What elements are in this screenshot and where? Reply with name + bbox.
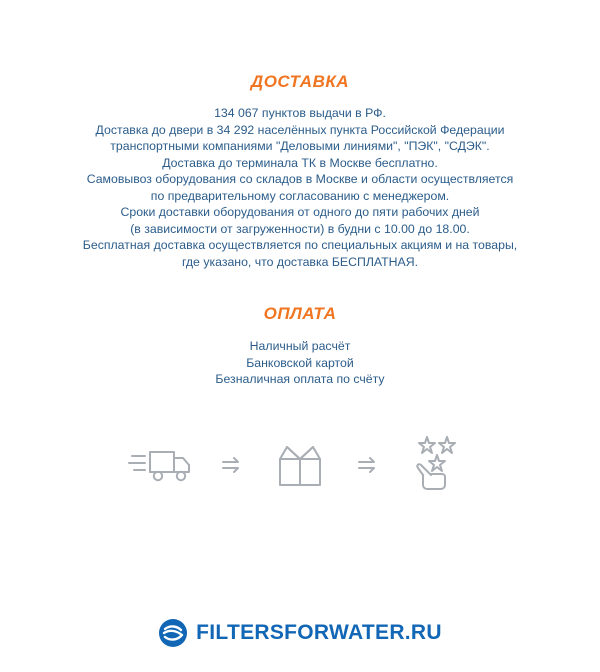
delivery-section-title: ДОСТАВКА bbox=[250, 72, 350, 91]
payment-line: Банковской картой bbox=[246, 355, 354, 370]
delivery-line: по предварительному согласованию с менеджером. bbox=[150, 188, 450, 203]
open-box-icon bbox=[264, 432, 336, 498]
logo-swirl-icon bbox=[158, 618, 188, 648]
delivery-line: 134 067 пунктов выдачи в РФ. bbox=[214, 106, 386, 120]
process-icon-strip bbox=[0, 432, 600, 498]
arrow-right-icon-1 bbox=[218, 432, 246, 498]
delivery-line: транспортными компаниями "Деловыми линиями", "ПЭК", "СДЭК". bbox=[110, 139, 490, 153]
delivery-line: Доставка до двери в 34 292 населённых пункта Российской Федерации bbox=[95, 122, 505, 137]
delivery-line: Доставка до терминала ТК в Москве бесплатно. bbox=[162, 155, 438, 170]
delivery-section-text bbox=[0, 105, 600, 270]
payment-line: Наличный расчёт bbox=[249, 339, 351, 353]
site-logo[interactable] bbox=[0, 618, 600, 648]
payment-line: Безналичная оплата по счёту bbox=[215, 372, 385, 386]
delivery-truck-icon bbox=[128, 432, 200, 498]
hand-rating-stars-icon bbox=[400, 432, 472, 498]
delivery-line: Самовывоз оборудования со складов в Москве и области осуществляется bbox=[86, 172, 514, 186]
logo-text-main: FILTERSFORWATER bbox=[196, 621, 405, 644]
delivery-line: Бесплатная доставка осуществляется по специальных акциям и на товары, bbox=[82, 238, 518, 252]
delivery-line: (в зависимости от загруженности) в будни с 10.00 до 18.00. bbox=[130, 221, 470, 236]
delivery-line: где указано, что доставка БЕСПЛАТНАЯ. bbox=[181, 254, 419, 269]
payment-section-text bbox=[0, 338, 600, 388]
page-root bbox=[0, 72, 600, 672]
delivery-line: Сроки доставки оборудования от одного до пяти рабочих дней bbox=[120, 205, 480, 219]
payment-section-title: ОПЛАТА bbox=[263, 304, 337, 323]
logo-text-tld: .RU bbox=[404, 621, 442, 644]
arrow-right-icon-2 bbox=[354, 432, 382, 498]
